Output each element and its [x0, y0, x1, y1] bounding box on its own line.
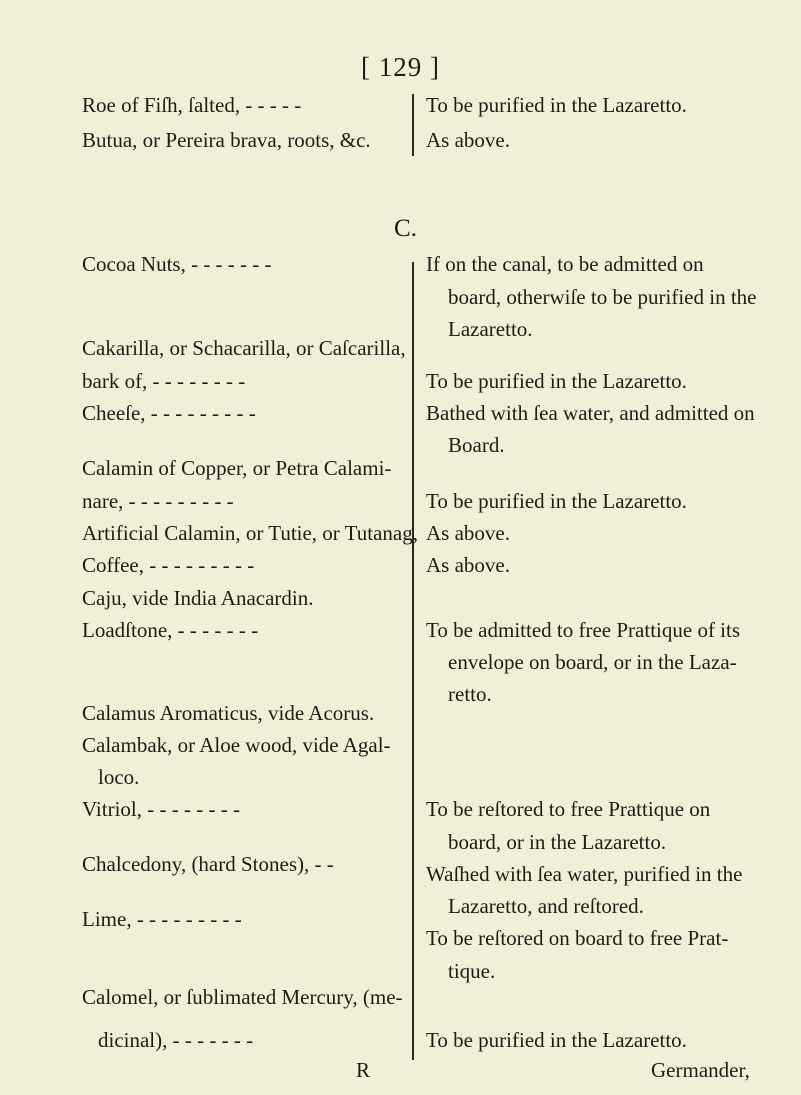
signature-mark: R [356, 1058, 371, 1082]
entry-article: Lime, - - - - - - - - - [82, 907, 242, 931]
entry-article: Cakarilla, or Schacarilla, or Caſcarilla, [82, 336, 406, 360]
entry-direction: Bathed with ſea water, and admitted on [426, 401, 755, 425]
entry-article: Roe of Fiſh, ſalted, - - - - - [82, 93, 302, 117]
entry-direction: To be admitted to free Prattique of its [426, 618, 741, 642]
column-divider [412, 94, 414, 156]
entry-article: Coffee, - - - - - - - - - [82, 553, 255, 577]
entry-direction: Lazaretto. [448, 317, 533, 341]
entry-article: Calomel, or ſublimated Mercury, (me- [82, 985, 403, 1009]
column-divider [412, 262, 414, 1060]
entry-direction: To be purified in the Lazaretto. [426, 1028, 687, 1052]
entry-direction: As above. [426, 128, 510, 152]
entry-direction: board, or in the Lazaretto. [448, 830, 667, 854]
entry-article: Calambak, or Aloe wood, vide Agal- [82, 733, 391, 757]
catchword: Germander, [651, 1058, 750, 1082]
entry-direction: Waſhed with ſea water, purified in the [426, 862, 743, 886]
entry-direction: envelope on board, or in the Laza- [448, 650, 737, 674]
entry-direction: To be purified in the Lazaretto. [426, 489, 687, 513]
page-number-header: [ 129 ] [361, 52, 440, 82]
entry-direction: As above. [426, 521, 510, 545]
entry-direction: Lazaretto, and reſtored. [448, 894, 644, 918]
entry-direction: board, otherwiſe to be purified in the [448, 285, 757, 309]
entry-article: Loadſtone, - - - - - - - [82, 618, 259, 642]
entry-direction: To be purified in the Lazaretto. [426, 369, 687, 393]
entry-article: Caju, vide India Anacardin. [82, 586, 314, 610]
entry-direction: Board. [448, 433, 505, 457]
entry-article: Butua, or Pereira brava, roots, &c. [82, 128, 371, 152]
entry-article: nare, - - - - - - - - - [82, 489, 234, 513]
entry-article: dicinal), - - - - - - - [98, 1028, 254, 1052]
entry-article: Artificial Calamin, or Tutie, or Tutanag, [82, 521, 418, 545]
entry-direction: tique. [448, 959, 496, 983]
entry-direction: If on the canal, to be admitted on [426, 252, 704, 276]
entry-article: loco. [98, 765, 140, 789]
entry-article: Calamus Aromaticus, vide Acorus. [82, 701, 375, 725]
entry-direction: To be reſtored on board to free Prat- [426, 926, 729, 950]
entry-article: bark of, - - - - - - - - [82, 369, 246, 393]
entry-direction: As above. [426, 553, 510, 577]
entry-article: Chalcedony, (hard Stones), - - [82, 852, 334, 876]
entry-direction: To be reſtored to free Prattique on [426, 797, 711, 821]
entry-direction: To be purified in the Lazaretto. [426, 93, 687, 117]
entry-article: Vitriol, - - - - - - - - [82, 797, 240, 821]
entry-article: Cocoa Nuts, - - - - - - - [82, 252, 272, 276]
entry-direction: retto. [448, 682, 492, 706]
entry-article: Calamin of Copper, or Petra Calami- [82, 456, 392, 480]
section-heading: C. [394, 215, 417, 242]
entry-article: Cheeſe, - - - - - - - - - [82, 401, 256, 425]
